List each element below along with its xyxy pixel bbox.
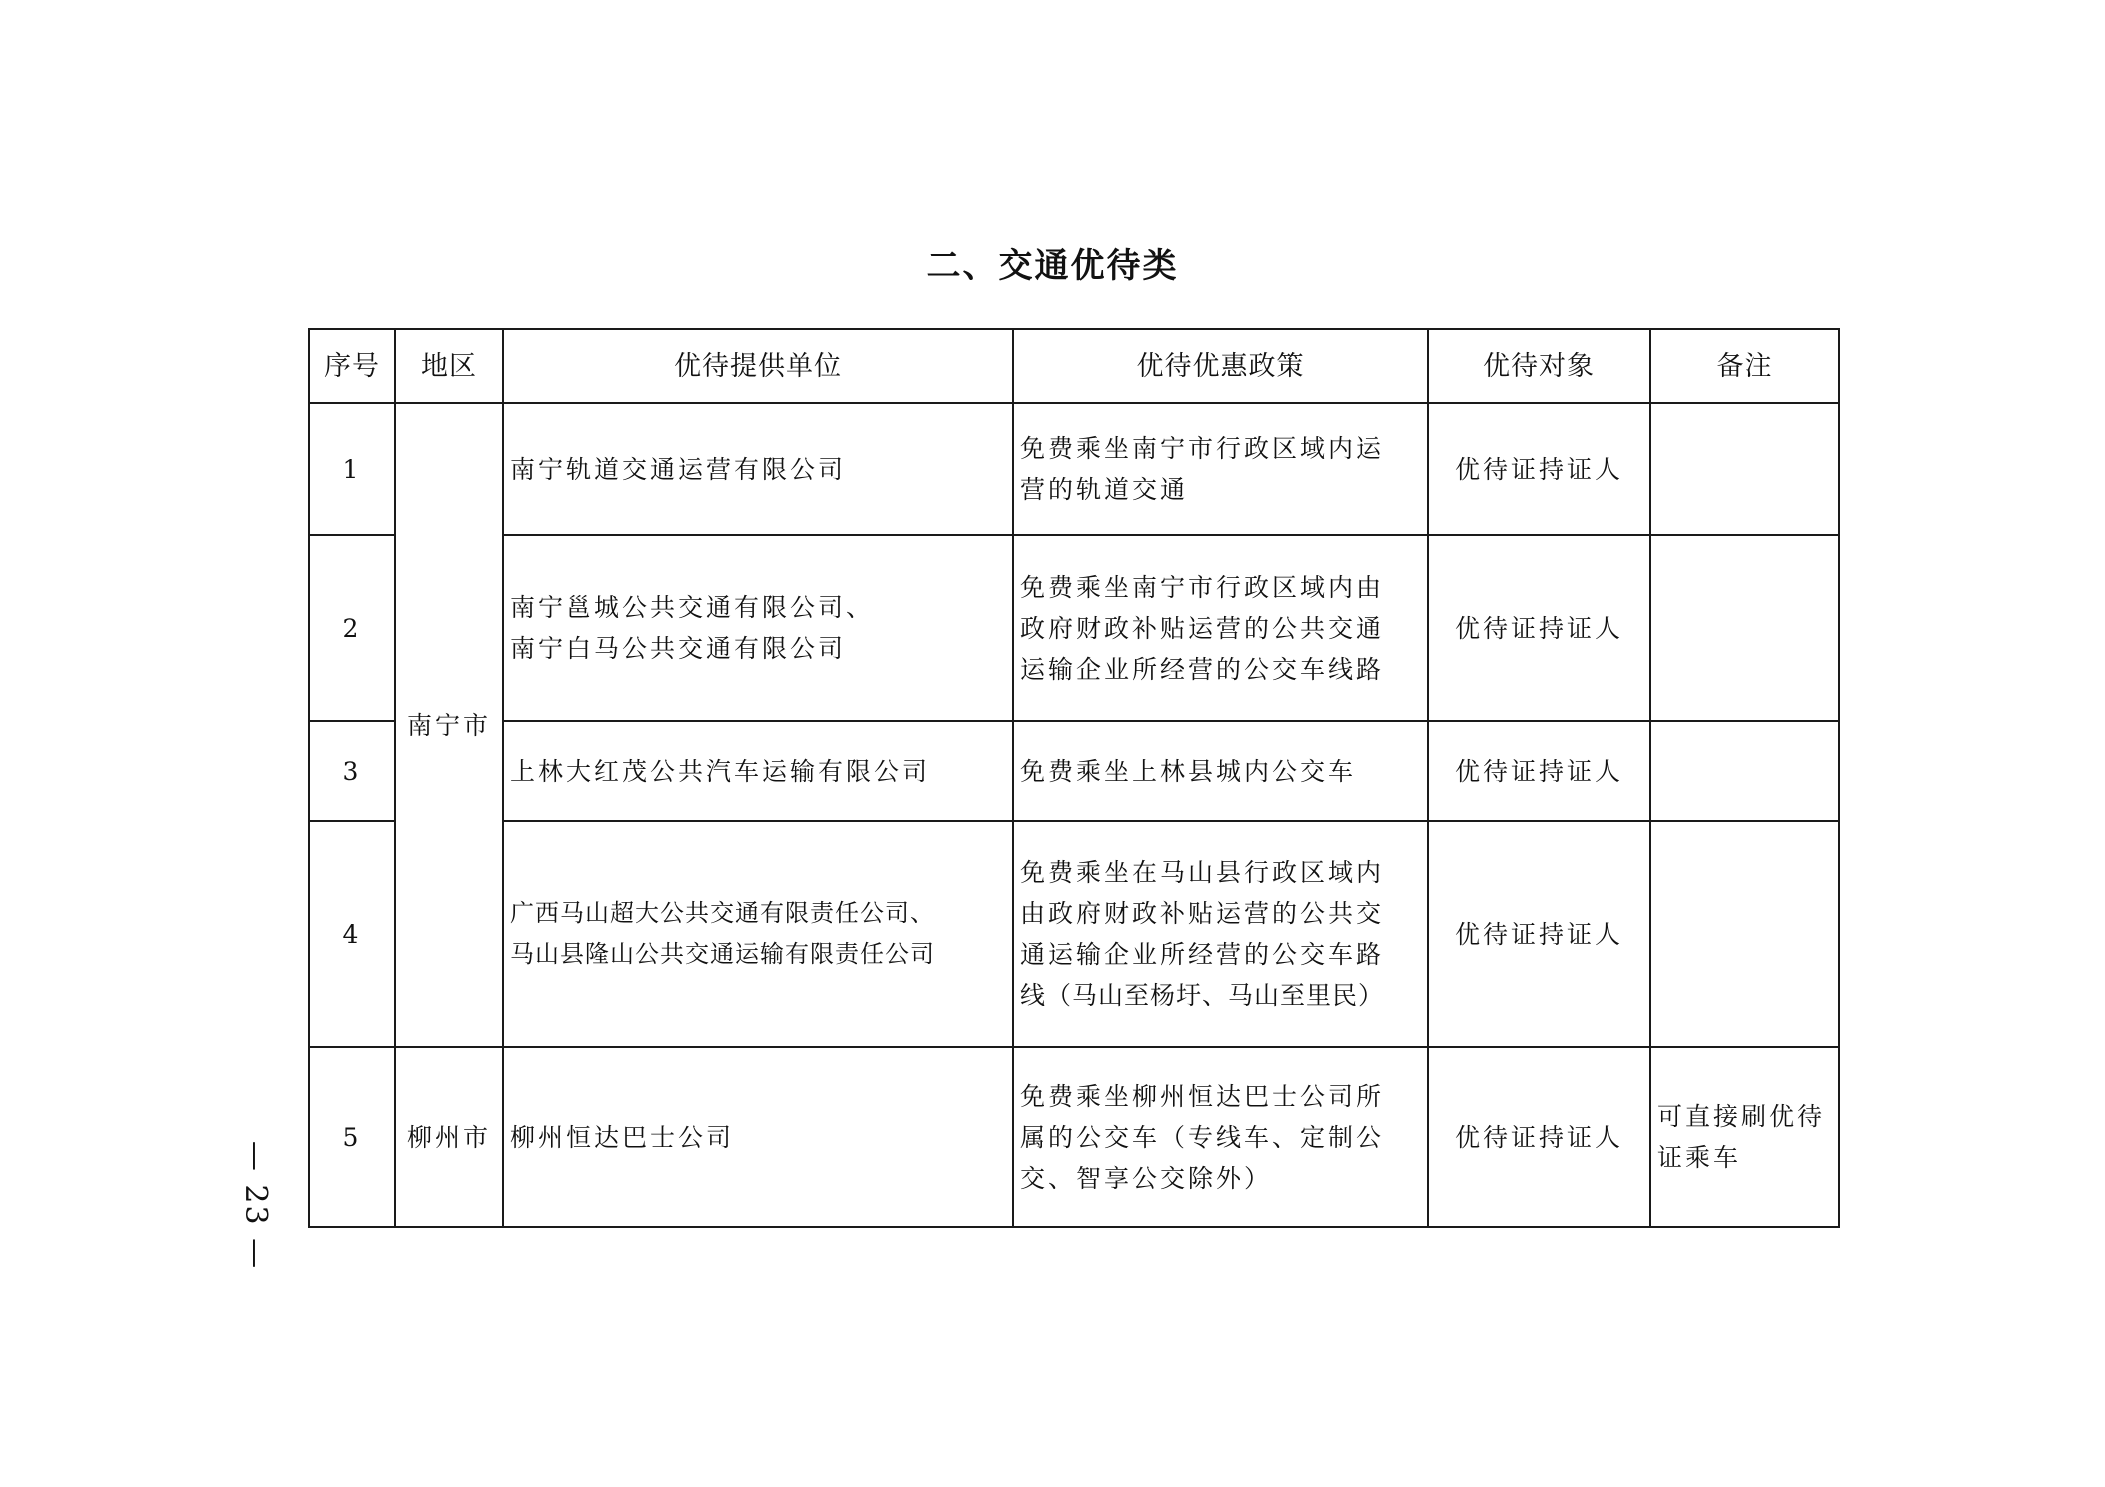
header-num: 序号 (309, 329, 395, 403)
page-number-text: — 23 — (238, 1140, 274, 1270)
provider-cell (503, 403, 1013, 535)
note-cell (1650, 821, 1839, 1047)
row-num: 1 (309, 403, 395, 535)
header-policy: 优待优惠政策 (1013, 329, 1428, 403)
row-num: 5 (309, 1047, 395, 1227)
provider-line: 广西马山超大公共交通有限责任公司、 (510, 899, 935, 927)
policy-line: 由政府财政补贴运营的公共交 (1020, 899, 1385, 928)
policy-line: 免费乘坐南宁市行政区域内由 (1020, 572, 1385, 602)
region-cell: 柳州市 (395, 1047, 503, 1227)
policy-line: 交、智享公交除外） (1020, 1163, 1273, 1193)
provider-cell (503, 821, 1013, 1047)
policy-line: 免费乘坐在马山县行政区域内 (1020, 858, 1385, 887)
provider-line: 马山县隆山公共交通运输有限责任公司 (510, 940, 935, 968)
row-num: 3 (309, 721, 395, 821)
target-cell: 优待证持证人 (1428, 403, 1650, 535)
note-cell (1650, 535, 1839, 721)
table-header-row (309, 329, 1839, 403)
benefits-table (308, 328, 1840, 1228)
policy-line: 免费乘坐上林县城内公交车 (1020, 756, 1357, 786)
policy-cell (1013, 821, 1428, 1047)
header-provider: 优待提供单位 (503, 329, 1013, 403)
provider-line: 南宁白马公共交通有限公司 (510, 634, 847, 663)
region-cell: 南宁市 (395, 403, 503, 1047)
provider-cell (503, 721, 1013, 821)
policy-line: 政府财政补贴运营的公共交通 (1020, 613, 1385, 643)
page-title: 二、交通优待类 (926, 246, 1179, 286)
policy-line: 通运输企业所经营的公交车路 (1020, 940, 1385, 969)
row-num: 4 (309, 821, 395, 1047)
note-cell (1650, 1047, 1839, 1227)
policy-line: 免费乘坐南宁市行政区域内运 (1020, 434, 1385, 463)
provider-line: 南宁轨道交通运营有限公司 (510, 454, 847, 484)
page-number (236, 1140, 276, 1270)
header-note: 备注 (1650, 329, 1839, 403)
policy-line: 免费乘坐柳州恒达巴士公司所 (1020, 1081, 1385, 1111)
header-target: 优待对象 (1428, 329, 1650, 403)
policy-cell (1013, 403, 1428, 535)
table-row (309, 1047, 1839, 1227)
target-cell: 优待证持证人 (1428, 535, 1650, 721)
provider-line: 上林大红茂公共汽车运输有限公司 (510, 756, 931, 786)
policy-cell (1013, 535, 1428, 721)
note-cell (1650, 403, 1839, 535)
target-cell: 优待证持证人 (1428, 721, 1650, 821)
policy-line: 运输企业所经营的公交车线路 (1020, 654, 1385, 684)
policy-cell (1013, 1047, 1428, 1227)
policy-line: 属的公交车（专线车、定制公 (1020, 1122, 1385, 1152)
policy-cell (1013, 721, 1428, 821)
note-line: 可直接刷优待 (1657, 1102, 1826, 1131)
note-line: 证乘车 (1657, 1143, 1742, 1172)
policy-line: 营的轨道交通 (1020, 475, 1189, 504)
provider-cell (503, 1047, 1013, 1227)
target-cell: 优待证持证人 (1428, 821, 1650, 1047)
policy-line: 线（马山至杨圩、马山至里民） (1020, 981, 1385, 1010)
provider-cell (503, 535, 1013, 721)
table-row (309, 821, 1839, 1047)
row-num: 2 (309, 535, 395, 721)
note-cell (1650, 721, 1839, 821)
table-row (309, 535, 1839, 721)
header-region: 地区 (395, 329, 503, 403)
target-cell: 优待证持证人 (1428, 1047, 1650, 1227)
table-row (309, 403, 1839, 535)
table-row (309, 721, 1839, 821)
provider-line: 柳州恒达巴士公司 (510, 1122, 735, 1152)
provider-line: 南宁邕城公共交通有限公司、 (510, 593, 875, 622)
